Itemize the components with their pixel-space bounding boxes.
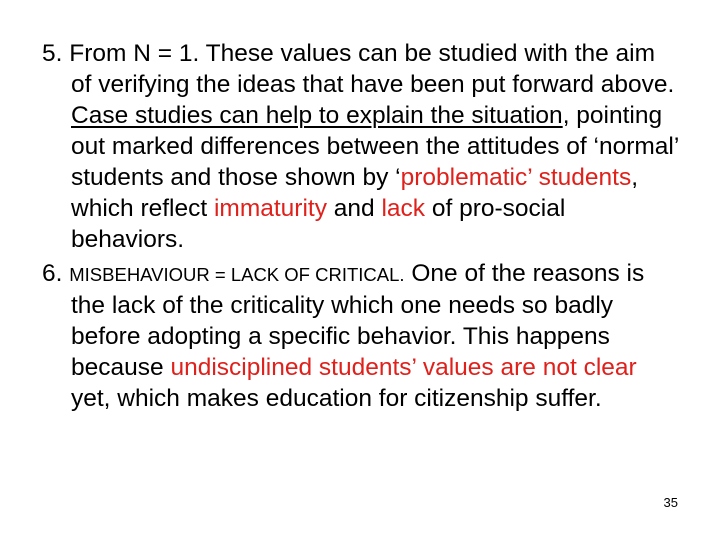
- point-5-text-3: , which reflect: [71, 164, 639, 222]
- point-5-highlight-immaturity: immaturity: [213, 195, 327, 222]
- point-6-heading: MISBEHAVIOUR = LACK OF CRITICAL.: [69, 264, 405, 285]
- point-5-text-5: of pro-social behaviors.: [71, 195, 566, 253]
- page-number: 35: [663, 495, 678, 510]
- point-6-text-2: yet, which makes education for citizenship suffer.: [71, 385, 602, 412]
- point-5-text-4: and: [326, 195, 382, 222]
- point-5: [42, 38, 682, 255]
- point-5-highlight-problematic: problematic’ students: [400, 164, 632, 191]
- point-5-text-2: , pointing out marked differences between the attitudes of ‘normal’ students and those shown by ‘: [71, 102, 679, 191]
- point-6-text-1: One of the reasons is the lack of the criticality which one needs so badly before adopting a specific behavior. This happens because: [71, 260, 645, 381]
- point-6: [42, 258, 682, 414]
- slide-body: [42, 38, 682, 414]
- point-6-number: 6.: [42, 260, 70, 287]
- point-5-text-1: 5. From N = 1. These values can be studied with the aim of verifying the ideas that have been put forward above.: [42, 40, 675, 98]
- point-5-highlight-lack: lack: [381, 195, 426, 222]
- point-6-highlight-values: undisciplined students’ values are not clear: [170, 354, 637, 381]
- point-5-underlined-text: Case studies can help to explain the situation: [71, 102, 563, 129]
